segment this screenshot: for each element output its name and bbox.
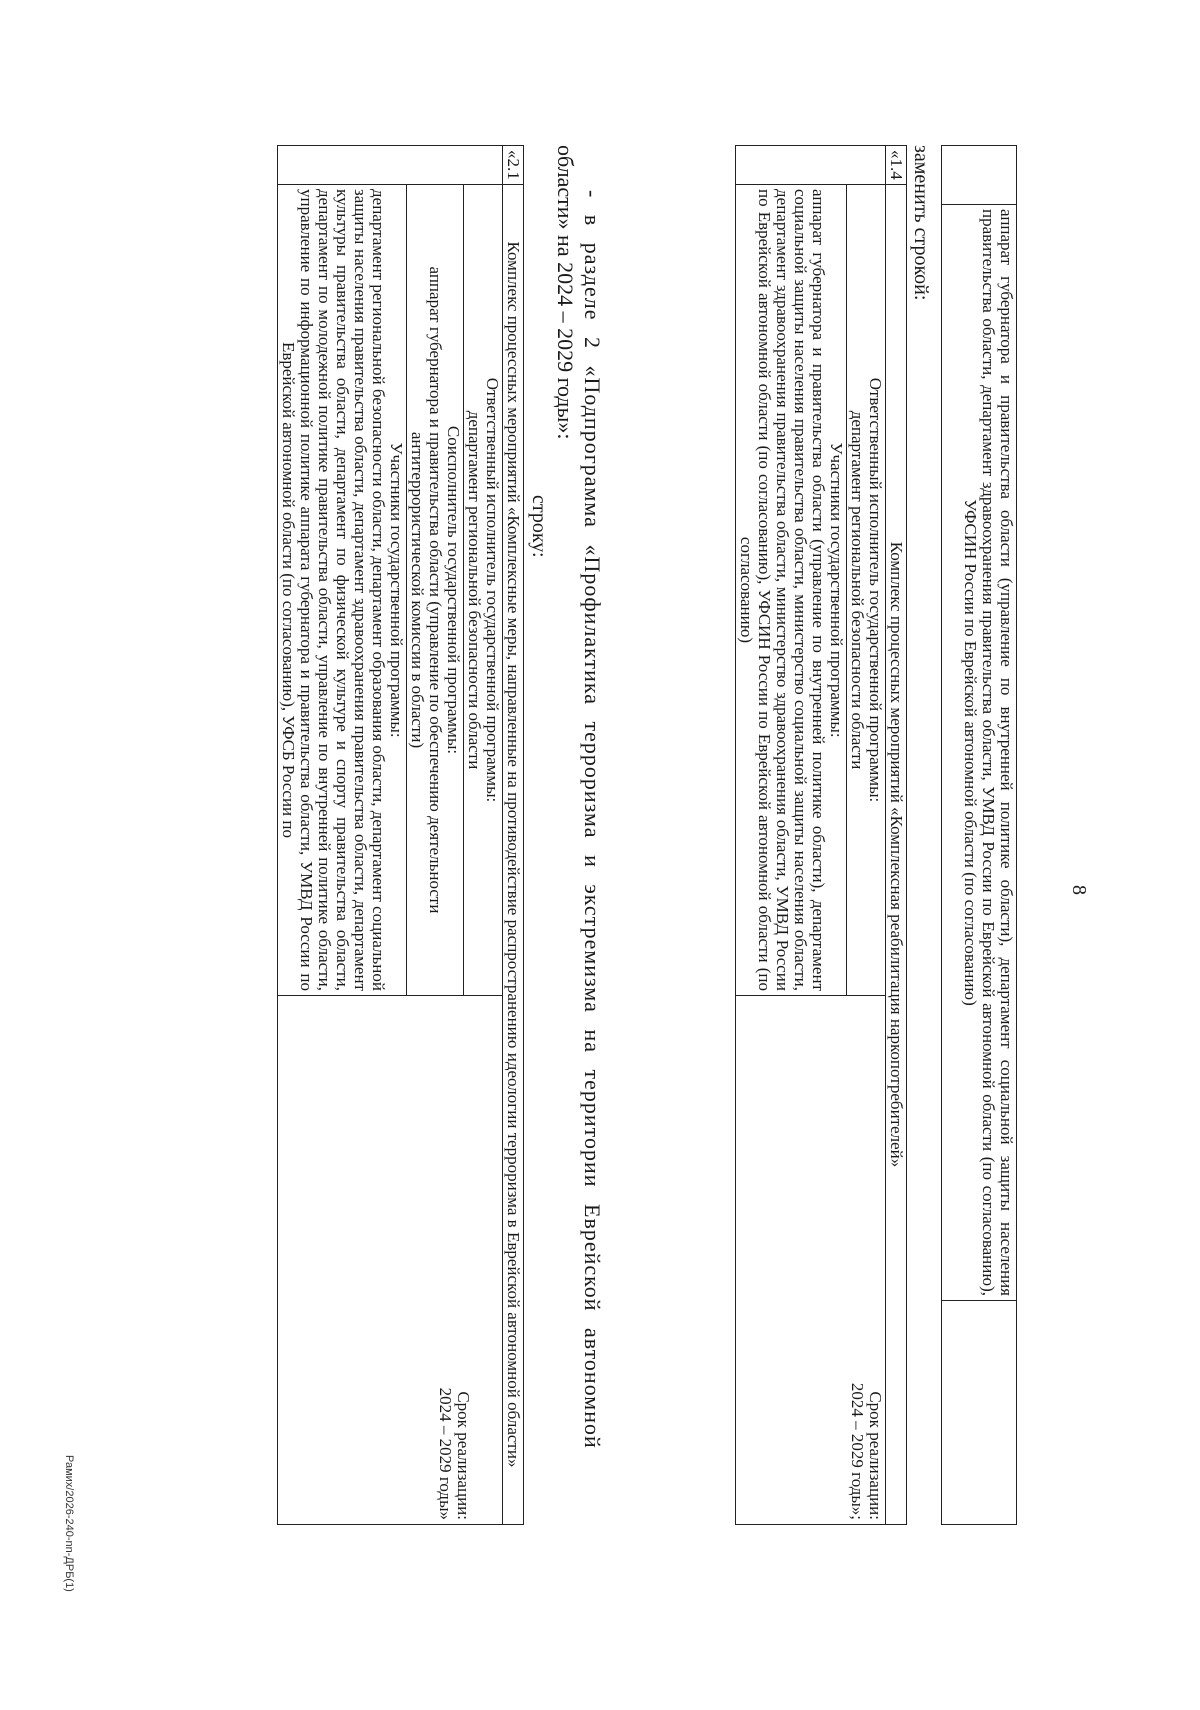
- row-1-4-title: Комплекс процессных мероприятий «Комплексная реабилитация наркопотребителей»: [886, 185, 907, 1525]
- row-2-1-table: [277, 145, 524, 1525]
- row-2-1-coexecutor-label: Соисполнитель государственной программы:: [444, 425, 463, 755]
- row-1-4-responsible-value: департамент региональной безопасности области: [848, 410, 867, 770]
- row-2-1-term-value: 2024 – 2029 годы»: [436, 1387, 455, 1520]
- row-2-1-number: «2.1: [503, 146, 524, 185]
- footer-document-code: Рамих/2026-240-nn-ДРБ(1): [63, 1455, 75, 1592]
- top-row-num-cell: [942, 146, 1017, 205]
- row-1-4-term-value: 2024 – 2029 годы»;: [848, 1382, 867, 1520]
- rotated-document-page: [30, 50, 1170, 1610]
- row-2-1-responsible-label: Ответственный исполнитель государственной программы:: [483, 377, 502, 803]
- row-2-1-term-label: Срок реализации:: [454, 1391, 473, 1520]
- row-1-4-responsible: [847, 185, 886, 996]
- row-2-1-responsible-value: департамент региональной безопасности области: [465, 410, 484, 770]
- row-2-1-responsible: [464, 185, 503, 996]
- row-1-4-responsible-label: Ответственный исполнитель государственной программы:: [866, 377, 885, 803]
- row-2-1-participants: [278, 185, 407, 996]
- top-row-empty-cell: [942, 1301, 1017, 1525]
- row-1-4-participants: [736, 185, 847, 996]
- top-row-table: [941, 145, 1017, 1525]
- row-1-4-table: [735, 145, 907, 1525]
- row-1-4-participants-value: аппарат губернатора и правительства области (управление по внутренней политике области), департамент социальной защиты населения правительства области, министерство социальной защиты населения области, департамент здравоохранения правительства области, министерство здравоохранения области, УМВД России по Еврейской автономной области (по согласованию), УФСИН России по Еврейской автономной области (по согласованию): [737, 189, 828, 991]
- section-heading-line-1: - в разделе 2 «Подпрограмма «Профилактика терроризма и экстремизма на территории Еврейской автономной: [580, 190, 605, 1449]
- row-1-4-num-spacer: [736, 146, 886, 185]
- row-2-1-coexecutor: [407, 185, 464, 996]
- row-2-1-participants-label: Участники государственной программы:: [387, 442, 406, 738]
- row-1-4-term-label: Срок реализации:: [866, 1391, 885, 1520]
- row-2-1-num-spacer: [278, 146, 503, 185]
- replace-label: заменить строкой:: [910, 145, 932, 301]
- section-heading-line-2: области» на 2024 – 2029 годы»:: [553, 145, 578, 440]
- top-row-text: аппарат губернатора и правительства области (управление по внутренней политике области), департамент социальной защиты населения правительства области, департамент здравоохранения правительства области, УМВД России по Еврейской автономной области (по согласованию), УФСИН России по Еврейской автономной области (по согласованию): [942, 205, 1017, 1301]
- row-label: строку:: [528, 495, 550, 558]
- row-2-1-title: Комплекс процессных мероприятий «Комплексные меры, направленные на противодействие распространению идеологии терроризма в Еврейской автономной области»: [503, 185, 524, 1525]
- row-1-4-term: [736, 996, 886, 1525]
- page-number: 8: [1068, 885, 1090, 895]
- row-2-1-participants-value: департамент региональной безопасности области, департамент образования области, департамент социальной защиты населения правительства области, департамент здравоохранения правительства области, департамент культуры правительства области, департамент по физической культуре и спорту правительства области, департамент по молодежной политике правительства области, управление по внутренней политике области, управление по информационной политике аппарата губернатора и правительства области, УМВД России по Еврейской автономной области (по согласованию), УФСБ России по: [279, 189, 388, 991]
- row-2-1-coexecutor-value: аппарат губернатора и правительства области (управление по обеспечению деятельности антитеррористической комиссии в области): [408, 266, 445, 914]
- row-1-4-participants-label: Участники государственной программы:: [827, 442, 846, 738]
- row-1-4-number: «1.4: [886, 146, 907, 185]
- row-2-1-term: [278, 996, 503, 1525]
